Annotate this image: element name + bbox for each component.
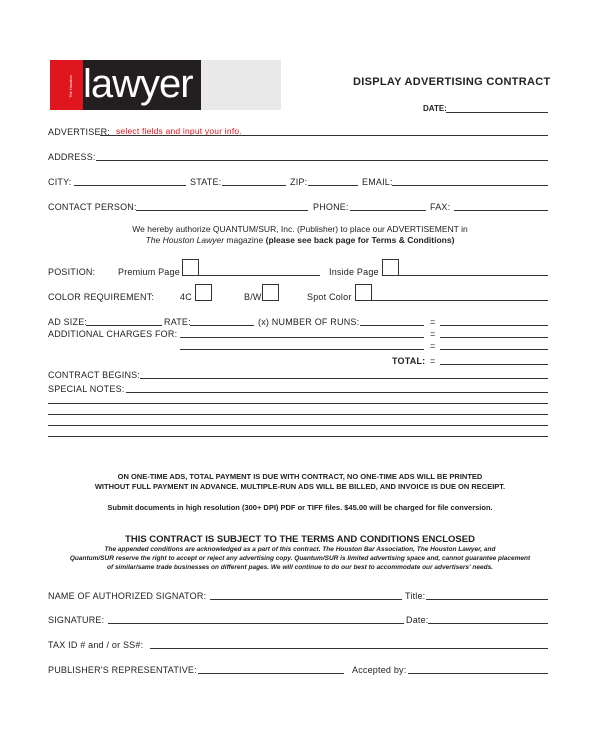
accepted-by-field[interactable] xyxy=(408,673,548,674)
4c-label: 4C xyxy=(180,292,192,302)
premium-page-checkbox[interactable] xyxy=(182,259,199,276)
contract-begins-field[interactable] xyxy=(140,378,548,379)
subtotal-field[interactable] xyxy=(440,325,548,326)
special-notes-line-3[interactable] xyxy=(48,414,548,415)
title-field[interactable] xyxy=(426,599,548,600)
position-label: POSITION: xyxy=(48,267,96,277)
signature-field[interactable] xyxy=(108,623,404,624)
contact-person-label: CONTACT PERSON: xyxy=(48,202,137,212)
spot-color-label: Spot Color xyxy=(307,292,352,302)
signature-date-label: Date: xyxy=(406,615,429,625)
ad-size-field[interactable] xyxy=(86,325,162,326)
fax-field[interactable] xyxy=(454,210,548,211)
signature-label: SIGNATURE: xyxy=(48,615,105,625)
spot-color-field[interactable] xyxy=(371,300,548,301)
publisher-representative-field[interactable] xyxy=(198,673,344,674)
magazine-name: The Houston Lawyer xyxy=(145,235,225,245)
equals-1: = xyxy=(430,317,436,327)
authorize-line-1: We hereby authorize QUANTUM/SUR, Inc. (Publisher) to place our ADVERTISEMENT in xyxy=(132,224,468,234)
number-of-runs-label: (x) NUMBER OF RUNS: xyxy=(258,317,360,327)
4c-checkbox[interactable] xyxy=(195,284,212,301)
phone-field[interactable] xyxy=(350,210,426,211)
special-notes-line-4[interactable] xyxy=(48,425,548,426)
equals-3: = xyxy=(430,341,436,351)
additional-charges-field-2[interactable] xyxy=(180,349,424,350)
payment-notice-line-2: WITHOUT FULL PAYMENT IN ADVANCE. MULTIPLE-RUN ADS WILL BE BILLED, AND INVOICE IS DUE ON RECEIPT. xyxy=(94,482,506,491)
email-field[interactable] xyxy=(392,185,548,186)
contract-begins-label: CONTRACT BEGINS: xyxy=(48,370,141,380)
premium-page-label: Premium Page xyxy=(118,267,180,277)
address-label: ADDRESS: xyxy=(48,152,96,162)
contact-person-field[interactable] xyxy=(136,210,308,211)
state-label: STATE: xyxy=(190,177,222,187)
zip-field[interactable] xyxy=(308,185,358,186)
title-label: Title: xyxy=(405,591,426,601)
payment-notice-line-1: ON ONE-TIME ADS, TOTAL PAYMENT IS DUE WITH CONTRACT, NO ONE-TIME ADS WILL BE PRINTED xyxy=(117,472,483,481)
terms-line-2: Quantum/SUR reserve the right to accept or reject any advertising copy. Quantum/SUR is limited advertising space and, cannot guarantee placement xyxy=(69,555,531,562)
logo-small-text: The Houston xyxy=(68,75,73,98)
authorize-line-2-bold: (please see back page for Terms & Conditions) xyxy=(265,235,455,245)
page-title: DISPLAY ADVERTISING CONTRACT xyxy=(353,76,551,88)
rate-field[interactable] xyxy=(190,325,254,326)
authorized-signator-field[interactable] xyxy=(210,599,402,600)
email-label: EMAIL: xyxy=(362,177,393,187)
publisher-representative-label: PUBLISHER'S REPRESENTATIVE: xyxy=(48,665,197,675)
advertiser-label: ADVERTISER: xyxy=(48,127,111,137)
inside-page-field[interactable] xyxy=(398,275,548,276)
state-field[interactable] xyxy=(222,185,286,186)
date-field[interactable] xyxy=(446,112,548,113)
total-equals: = xyxy=(430,356,436,366)
accepted-by-label: Accepted by: xyxy=(352,665,407,675)
fax-label: FAX: xyxy=(430,202,451,212)
additional-charges-field-1[interactable] xyxy=(180,337,424,338)
terms-line-3: of similar/same trade businesses on different pages. We will continue to do our best to accommodate our advertisers' needs. xyxy=(107,564,493,571)
tax-id-label: TAX ID # and / or SS#: xyxy=(48,640,144,650)
bw-label: B/W xyxy=(244,292,262,302)
number-of-runs-field[interactable] xyxy=(360,325,424,326)
special-notes-label: SPECIAL NOTES: xyxy=(48,384,125,394)
terms-heading: THIS CONTRACT IS SUBJECT TO THE TERMS AND CONDITIONS ENCLOSED xyxy=(125,534,475,545)
logo-gray-block xyxy=(201,60,281,110)
authorize-line-2-text: magazine xyxy=(224,235,266,245)
advertiser-placeholder: select fields and input your info. xyxy=(116,126,242,136)
total-label: TOTAL: xyxy=(392,356,426,366)
phone-label: PHONE: xyxy=(313,202,349,212)
zip-label: ZIP: xyxy=(290,177,308,187)
logo-red-block xyxy=(50,60,83,110)
premium-page-field[interactable] xyxy=(198,275,320,276)
city-label: CITY: xyxy=(48,177,72,187)
ad-size-label: AD SIZE: xyxy=(48,317,88,327)
authorized-signator-label: NAME OF AUTHORIZED SIGNATOR: xyxy=(48,591,207,601)
submission-notice: Submit documents in high resolution (300+ DPI) PDF or TIFF files. $45.00 will be charged for file conversion. xyxy=(107,503,493,512)
city-field[interactable] xyxy=(74,185,186,186)
tax-id-field[interactable] xyxy=(150,648,548,649)
date-label: DATE: xyxy=(423,104,447,113)
advertiser-field[interactable] xyxy=(100,135,548,136)
address-field[interactable] xyxy=(96,160,548,161)
color-requirement-label: COLOR REQUIREMENT: xyxy=(48,292,155,302)
signature-date-field[interactable] xyxy=(428,623,548,624)
terms-line-1: The appended conditions are acknowledged as a part of this contract. The Houston Bar Association, The Houston Lawyer, and xyxy=(104,546,496,553)
special-notes-line-5[interactable] xyxy=(48,436,548,437)
additional-amount-field-2[interactable] xyxy=(440,349,548,350)
special-notes-line-2[interactable] xyxy=(48,403,548,404)
inside-page-checkbox[interactable] xyxy=(382,259,399,276)
bw-checkbox[interactable] xyxy=(262,284,279,301)
inside-page-label: Inside Page xyxy=(329,267,379,277)
rate-label: RATE: xyxy=(164,317,191,327)
authorize-line-2 xyxy=(0,235,600,245)
special-notes-line-1[interactable] xyxy=(126,392,548,393)
spot-color-checkbox[interactable] xyxy=(355,284,372,301)
logo-wordmark: lawyer xyxy=(83,62,193,106)
equals-2: = xyxy=(430,329,436,339)
additional-amount-field-1[interactable] xyxy=(440,337,548,338)
total-field[interactable] xyxy=(440,364,548,365)
additional-charges-label: ADDITIONAL CHARGES FOR: xyxy=(48,329,178,339)
